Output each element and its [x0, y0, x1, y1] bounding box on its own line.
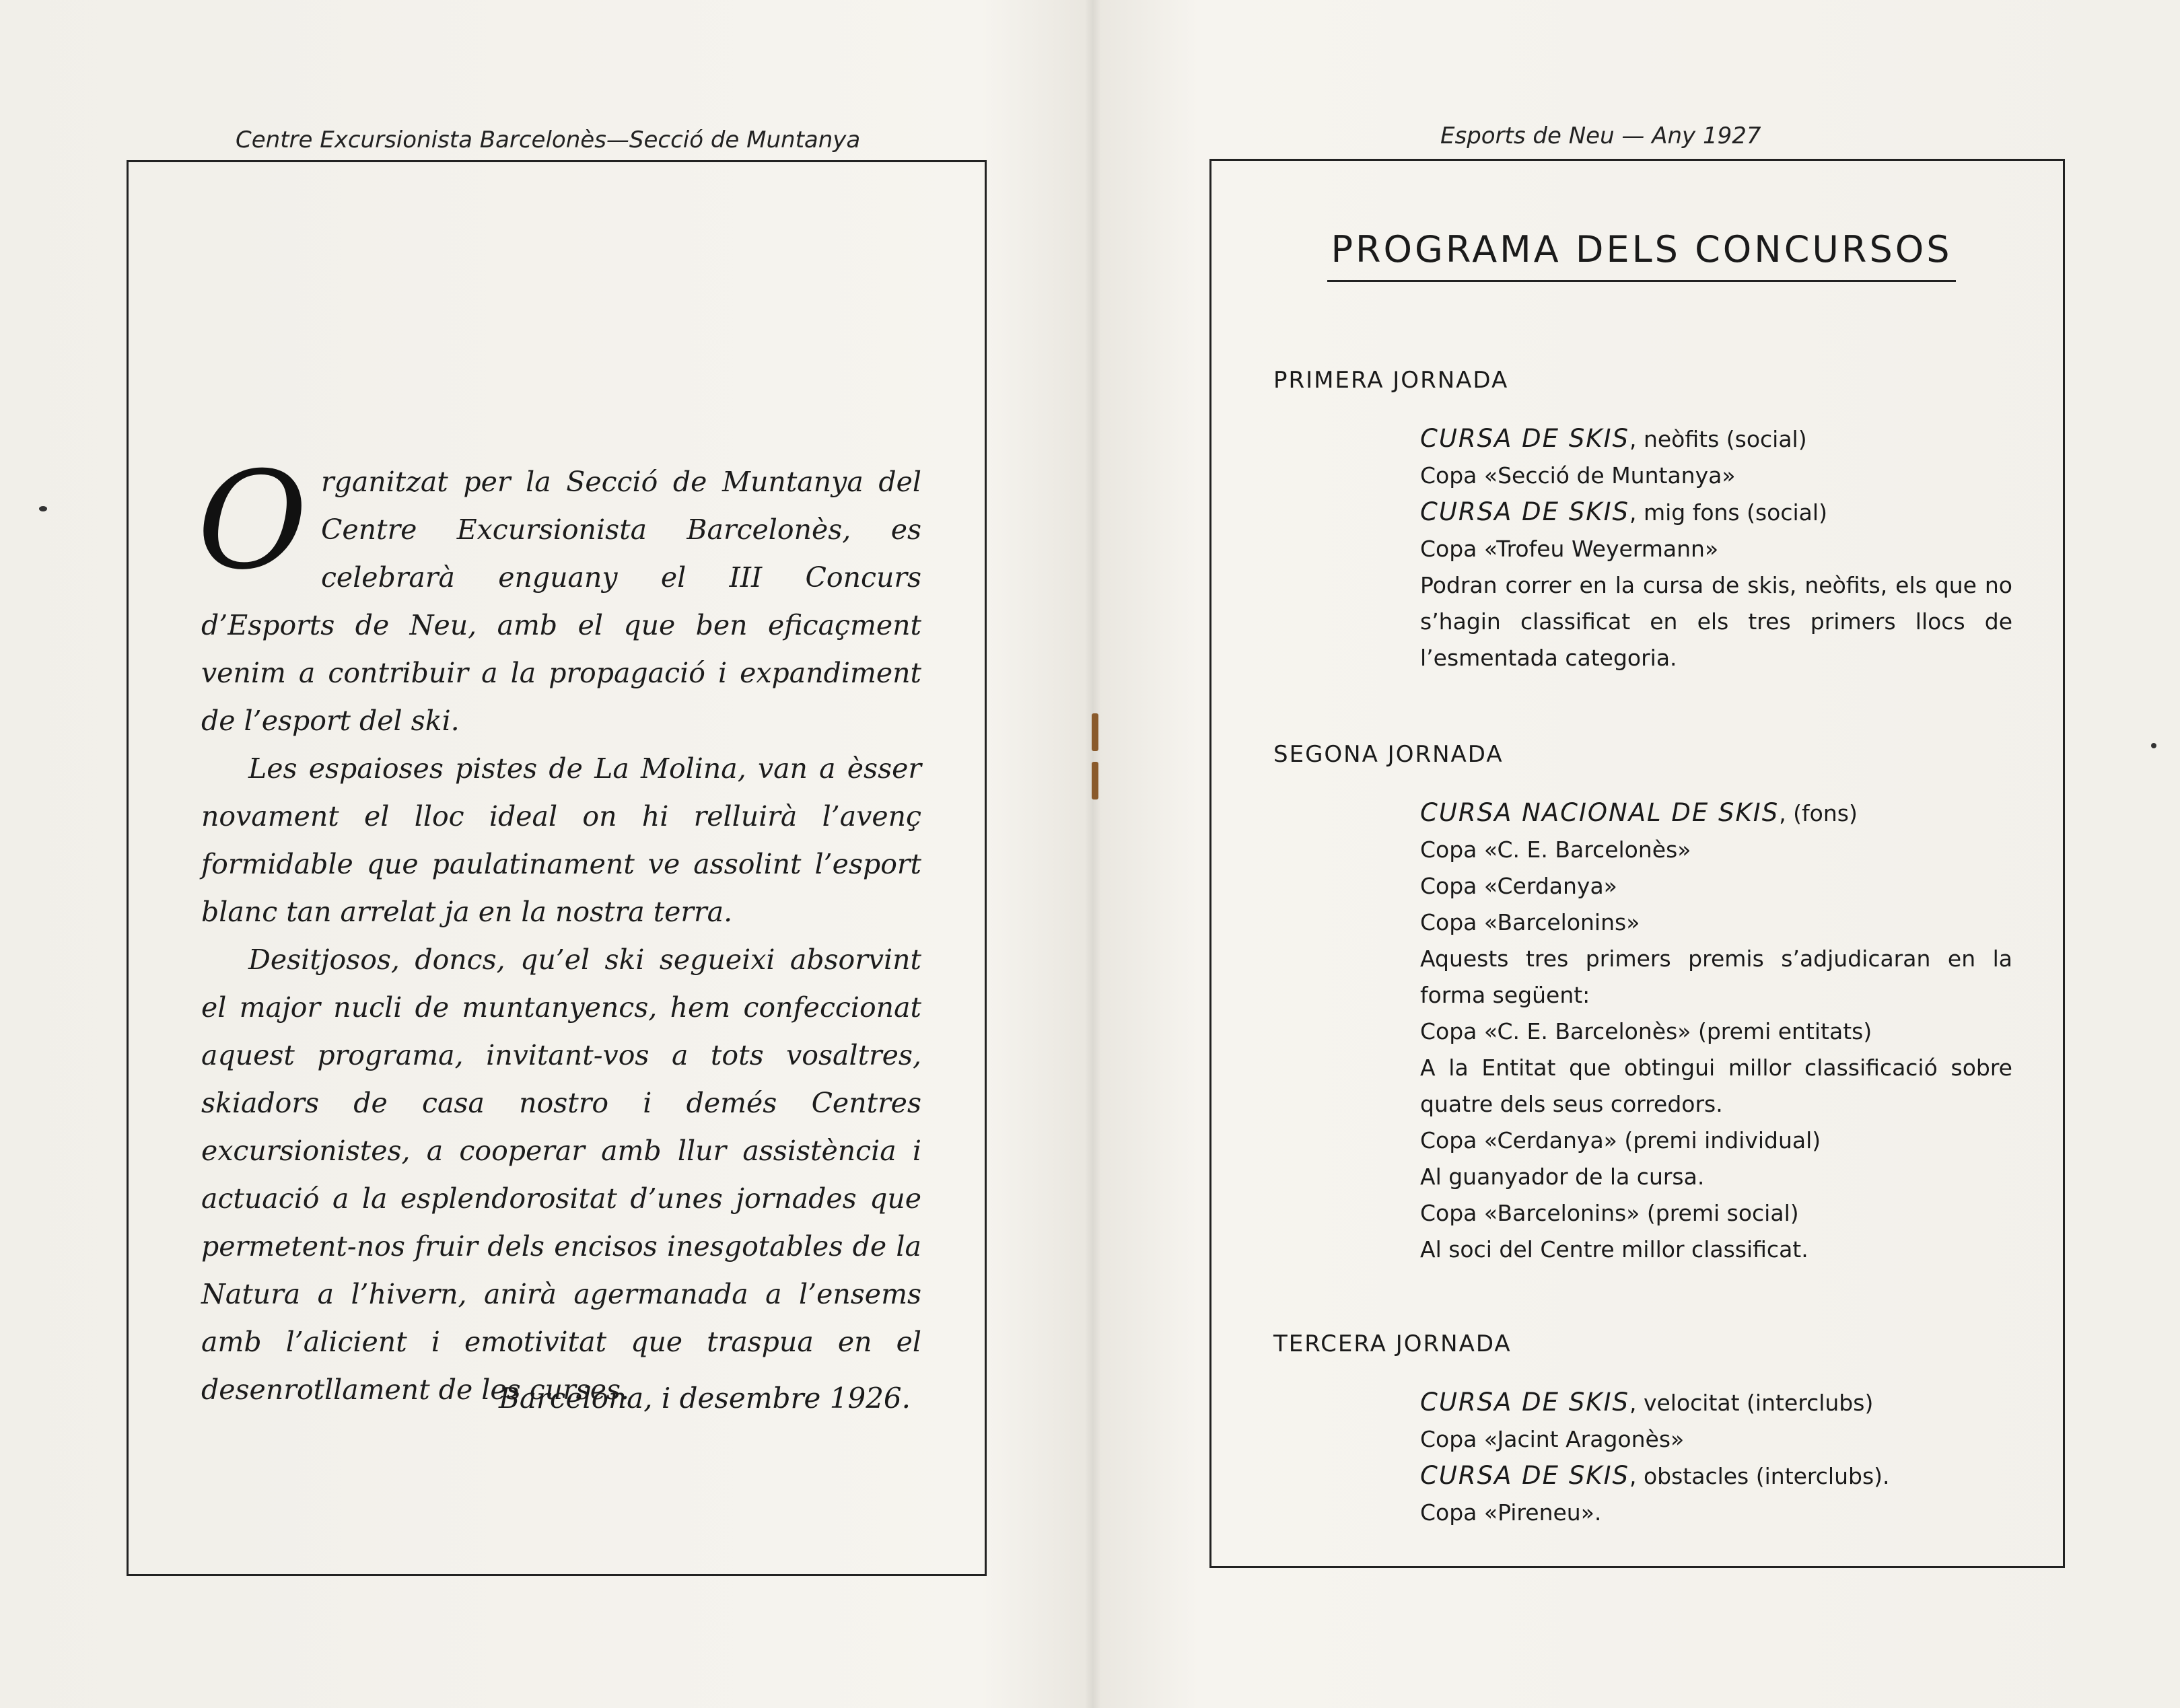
program-line: Copa «Cerdanya»: [1420, 873, 1617, 899]
print-speck: [39, 506, 47, 511]
signoff-date: Barcelona, i desembre 1926.: [498, 1382, 911, 1415]
program-line: Al guanyador de la cursa.: [1420, 1164, 1705, 1190]
left-running-head: Centre Excursionista Barcelonès—Secció de Muntanya: [236, 127, 861, 153]
program-line: Copa «Secció de Muntanya»: [1420, 462, 1736, 489]
right-running-head: Esports de Neu — Any 1927: [1440, 122, 1761, 149]
program-line: [1420, 1458, 2012, 1495]
program-line: Podran correr en la cursa de skis, neòfits, els que no s’hagin classificat en els tres primers llocs de l’esmentada categoria.: [1420, 572, 2012, 671]
program-line: Al soci del Centre millor classificat.: [1420, 1236, 1808, 1262]
race-detail: , (fons): [1779, 800, 1858, 826]
day-heading-1: PRIMERA JORNADA: [1273, 367, 1509, 394]
program-line: Copa «C. E. Barcelonès»: [1420, 837, 1691, 863]
day-3-lines: [1420, 1384, 2012, 1531]
program-line: Copa «Pireneu».: [1420, 1499, 1602, 1526]
day-heading-3: TERCERA JORNADA: [1273, 1330, 1512, 1357]
race-detail: , velocitat (interclubs): [1629, 1390, 1874, 1416]
staple-top: [1092, 713, 1098, 751]
center-fold: [1085, 0, 1101, 1708]
race-detail: , mig fons (social): [1629, 499, 1827, 526]
day-1-lines: [1420, 421, 2012, 676]
staple-bottom: [1092, 762, 1098, 799]
program-line: Copa «Barcelonins»: [1420, 909, 1640, 935]
day-heading-2: SEGONA JORNADA: [1273, 741, 1504, 768]
program-line: Copa «Barcelonins» (premi social): [1420, 1200, 1799, 1226]
race-name: CURSA NACIONAL DE SKIS: [1420, 798, 1780, 827]
program-line: [1420, 494, 2012, 531]
program-title: PROGRAMA DELS CONCURSOS: [1327, 228, 1956, 282]
drop-cap: O: [197, 443, 308, 600]
intro-text: [197, 443, 921, 1414]
race-name: CURSA DE SKIS: [1420, 497, 1629, 526]
race-detail: , neòfits (social): [1629, 426, 1807, 452]
intro-paragraph-3: Desitjosos, doncs, qu’el ski segueixi absorvint el major nucli de muntanyencs, hem confeccionat aquest programa, invitant-vos a tots vosaltres, skiadors de casa nostro i demés Centres excursionistes, a cooperar amb llur assistència i actuació a la esplendorositat d’unes jornades que permetent-nos fruir dels encisos inesgotables de la Natura a l’hivern, anirà agermanada a l’ensems amb l’alicient i emotivitat que traspua en el desenrotllament de les curses.: [201, 944, 921, 1406]
race-detail: , obstacles (interclubs).: [1629, 1463, 1890, 1489]
program-line: Copa «Jacint Aragonès»: [1420, 1426, 1685, 1452]
intro-paragraph-2: Les espaioses pistes de La Molina, van a èsser novament el lloc ideal on hi relluirà l’avenç formidable que paulatinament ve assolint l’esport blanc tan arrelat ja en la nostra terra.: [201, 752, 921, 928]
program-line: Copa «Trofeu Weyermann»: [1420, 536, 1719, 562]
print-speck: [2151, 743, 2156, 748]
program-line: [1420, 421, 2012, 458]
program-line: A la Entitat que obtingui millor classificació sobre quatre dels seus corredors.: [1420, 1055, 2012, 1117]
program-line: [1420, 795, 2012, 832]
program-line: Copa «Cerdanya» (premi individual): [1420, 1127, 1821, 1153]
race-name: CURSA DE SKIS: [1420, 1461, 1629, 1490]
day-2-lines: [1420, 795, 2012, 1268]
intro-paragraph-1: Organitzat per la Secció de Muntanya del Centre Excursionista Barcelonès, es celebrarà enguany el III Concurs d’Esports de Neu, amb el que ben eficaçment venim a contribuir a la propagació i expandiment de l’esport del ski.: [197, 443, 921, 737]
race-name: CURSA DE SKIS: [1420, 1388, 1629, 1417]
race-name: CURSA DE SKIS: [1420, 424, 1629, 453]
left-page-frame: [127, 160, 987, 1576]
right-page-frame: [1209, 159, 2065, 1568]
program-line: [1420, 1384, 2012, 1421]
program-line: Copa «C. E. Barcelonès» (premi entitats): [1420, 1018, 1872, 1044]
program-line: Aquests tres primers premis s’adjudicaran en la forma següent:: [1420, 946, 2012, 1008]
